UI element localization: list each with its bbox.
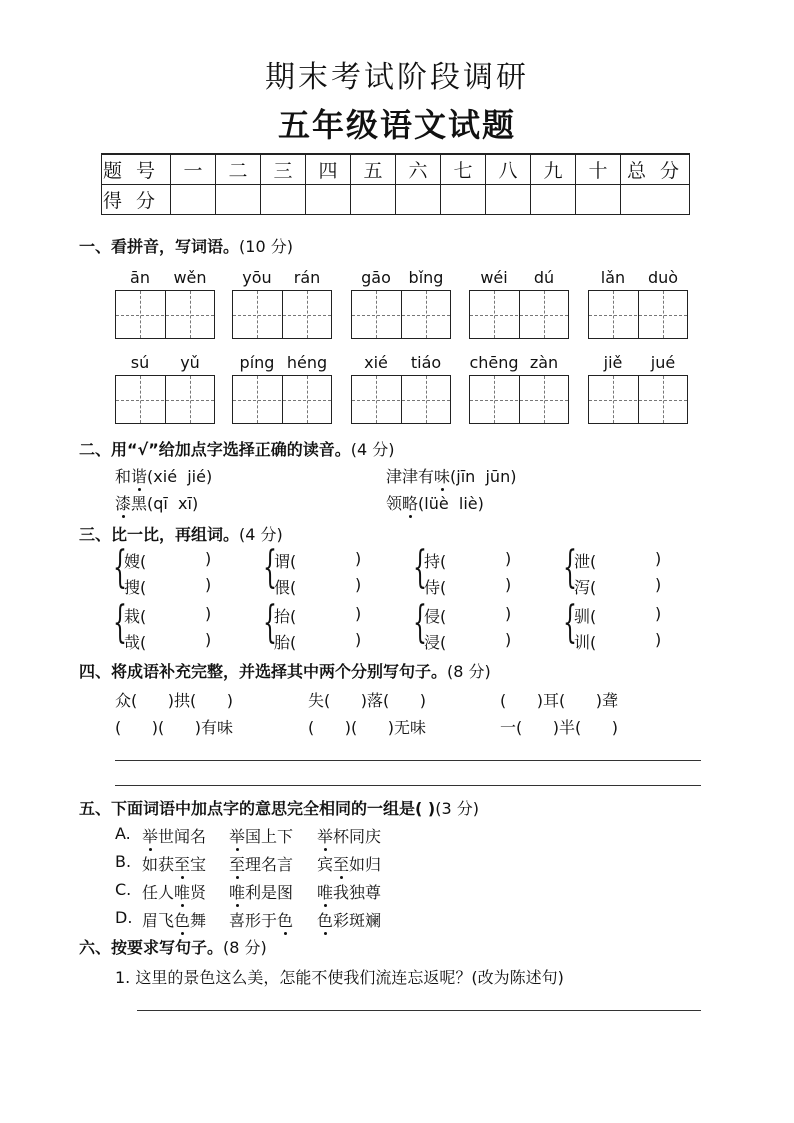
word-pair-char[interactable]: 训( bbox=[574, 633, 597, 652]
word-pair-close: ) bbox=[655, 575, 662, 594]
q6-title: 六、按要求写句子。 bbox=[79, 938, 224, 957]
word-pair-char[interactable]: 侍( bbox=[424, 578, 447, 597]
word-pair-char[interactable]: 胎( bbox=[274, 633, 297, 652]
score-col-total: 总 分 bbox=[621, 154, 690, 185]
idiom-blank[interactable]: 众( )拱( ) bbox=[115, 691, 234, 710]
score-col: 九 bbox=[531, 154, 576, 185]
q6-heading bbox=[79, 935, 267, 958]
q1-points: (10 分) bbox=[239, 237, 293, 256]
word-pair-char[interactable]: 侵( bbox=[424, 607, 447, 626]
q3-title: 三、比一比，再组词。 bbox=[79, 525, 240, 544]
pinyin-label: zàn bbox=[529, 353, 559, 372]
writing-grid[interactable] bbox=[351, 290, 451, 339]
brace-icon: { bbox=[113, 597, 127, 648]
idiom-blank[interactable]: ( )( )无味 bbox=[308, 718, 427, 737]
pinyin-label: xié bbox=[364, 353, 388, 372]
word-pair-close: ) bbox=[355, 604, 362, 623]
writing-grid[interactable] bbox=[588, 375, 688, 424]
q3-heading bbox=[79, 522, 283, 545]
q2-points: (4 分) bbox=[350, 440, 395, 459]
idiom-blank[interactable]: 失( )落( ) bbox=[308, 691, 427, 710]
score-table bbox=[101, 153, 690, 215]
brace-icon: { bbox=[413, 597, 427, 648]
writing-grid[interactable] bbox=[232, 375, 332, 424]
score-header-row bbox=[102, 154, 690, 185]
option-word: 举国上下 bbox=[229, 827, 294, 846]
writing-grid[interactable] bbox=[232, 290, 332, 339]
word-pair-close: ) bbox=[205, 575, 212, 594]
word-pair-char[interactable]: 抬( bbox=[274, 607, 297, 626]
brace-icon: { bbox=[563, 597, 577, 648]
option-word: 喜形于色 bbox=[229, 911, 294, 930]
q5-heading bbox=[79, 796, 479, 819]
pinyin-label: lǎn bbox=[600, 268, 626, 287]
answer-line[interactable] bbox=[115, 785, 701, 786]
q4-title: 四、将成语补充完整，并选择其中两个分别写句子。 bbox=[79, 662, 448, 681]
word-pair-close: ) bbox=[505, 604, 512, 623]
word-pair-close: ) bbox=[655, 604, 662, 623]
score-col: 七 bbox=[441, 154, 486, 185]
q4-heading bbox=[79, 659, 491, 682]
pinyin-label: wěn bbox=[173, 268, 207, 287]
word-pair-close: ) bbox=[355, 549, 362, 568]
q2-title: 二、用“√”给加点字选择正确的读音。 bbox=[79, 440, 351, 459]
pinyin-label: yǔ bbox=[180, 353, 200, 372]
q1-heading bbox=[79, 234, 293, 257]
score-cell[interactable] bbox=[486, 185, 531, 215]
writing-grid[interactable] bbox=[469, 290, 569, 339]
pinyin-label: bǐng bbox=[408, 268, 444, 287]
pinyin-label: sú bbox=[130, 353, 150, 372]
option-label[interactable]: C. bbox=[115, 880, 132, 899]
q5-title: 五、下面词语中加点字的意思完全相同的一组是( ) bbox=[79, 799, 436, 818]
q4-points: (8 分) bbox=[447, 662, 491, 681]
pinyin-label: tiáo bbox=[410, 353, 442, 372]
q2-item[interactable]: 津津有味(jīn jūn) bbox=[386, 467, 517, 486]
q2-item[interactable]: 领略(lüè liè) bbox=[386, 494, 484, 513]
word-pair-close: ) bbox=[505, 630, 512, 649]
word-pair-char[interactable]: 泄( bbox=[574, 552, 597, 571]
score-row1-label: 题号 bbox=[102, 154, 171, 185]
writing-grid[interactable] bbox=[351, 375, 451, 424]
score-cell[interactable] bbox=[621, 185, 690, 215]
option-word: 举世闻名 bbox=[142, 827, 207, 846]
pinyin-label: wéi bbox=[480, 268, 508, 287]
score-cell[interactable] bbox=[531, 185, 576, 215]
word-pair-char[interactable]: 哉( bbox=[124, 633, 147, 652]
option-word: 至理名言 bbox=[229, 855, 294, 874]
score-value-row bbox=[102, 185, 690, 215]
score-cell[interactable] bbox=[396, 185, 441, 215]
option-word: 色彩斑斓 bbox=[317, 911, 382, 930]
score-cell[interactable] bbox=[351, 185, 396, 215]
word-pair-close: ) bbox=[505, 575, 512, 594]
score-cell[interactable] bbox=[576, 185, 621, 215]
brace-icon: { bbox=[113, 542, 127, 593]
score-col: 八 bbox=[486, 154, 531, 185]
word-pair-close: ) bbox=[355, 630, 362, 649]
pinyin-label: ān bbox=[130, 268, 150, 287]
option-word: 唯利是图 bbox=[229, 883, 294, 902]
q6-points: (8 分) bbox=[223, 938, 267, 957]
q1-title: 一、看拼音，写词语。 bbox=[79, 237, 240, 256]
pinyin-label: yōu bbox=[242, 268, 272, 287]
word-pair-char[interactable]: 浸( bbox=[424, 633, 447, 652]
option-label[interactable]: B. bbox=[115, 852, 132, 871]
word-pair-char[interactable]: 偎( bbox=[274, 578, 297, 597]
brace-icon: { bbox=[263, 542, 277, 593]
q2-item[interactable]: 和谐(xié jié) bbox=[115, 467, 213, 486]
option-word: 唯我独尊 bbox=[317, 883, 382, 902]
idiom-blank[interactable]: ( )( )有味 bbox=[115, 718, 234, 737]
q2-item[interactable]: 漆黑(qī xī) bbox=[115, 494, 199, 513]
pinyin-label: héng bbox=[286, 353, 328, 372]
score-cell[interactable] bbox=[441, 185, 486, 215]
score-row2-label: 得分 bbox=[102, 185, 171, 215]
score-col: 六 bbox=[396, 154, 441, 185]
pinyin-label: rán bbox=[293, 268, 321, 287]
pinyin-label: dú bbox=[533, 268, 555, 287]
pinyin-label: jué bbox=[650, 353, 676, 372]
word-pair-close: ) bbox=[355, 575, 362, 594]
option-label[interactable]: D. bbox=[115, 908, 133, 927]
score-col: 三 bbox=[261, 154, 306, 185]
pinyin-label: chēng bbox=[469, 353, 519, 372]
q2-heading bbox=[79, 437, 394, 460]
word-pair-close: ) bbox=[655, 630, 662, 649]
answer-line[interactable] bbox=[137, 1010, 701, 1011]
word-pair-close: ) bbox=[205, 630, 212, 649]
pinyin-label: píng bbox=[239, 353, 275, 372]
idiom-blank[interactable]: 一( )半( ) bbox=[500, 718, 619, 737]
word-pair-char[interactable]: 谓( bbox=[274, 552, 297, 571]
word-pair-close: ) bbox=[655, 549, 662, 568]
option-label[interactable]: A. bbox=[115, 824, 131, 843]
q5-points: (3 分) bbox=[435, 799, 479, 818]
word-pair-char[interactable]: 嫂( bbox=[124, 552, 147, 571]
score-col: 四 bbox=[306, 154, 351, 185]
writing-grid[interactable] bbox=[115, 290, 215, 339]
option-word: 如获至宝 bbox=[142, 855, 207, 874]
exam-title: 期末考试阶段调研 bbox=[265, 60, 529, 95]
writing-grid[interactable] bbox=[115, 375, 215, 424]
idiom-blank[interactable]: ( )耳( )聋 bbox=[500, 691, 619, 710]
q3-points: (4 分) bbox=[239, 525, 283, 544]
score-cell[interactable] bbox=[171, 185, 216, 215]
score-col: 二 bbox=[216, 154, 261, 185]
writing-grid[interactable] bbox=[588, 290, 688, 339]
option-word: 宾至如归 bbox=[317, 855, 382, 874]
q6-item-1: 1. 这里的景色这么美，怎能不使我们流连忘返呢？(改为陈述句) bbox=[115, 968, 564, 987]
score-col: 一 bbox=[171, 154, 216, 185]
exam-subtitle: 五年级语文试题 bbox=[277, 106, 516, 144]
word-pair-close: ) bbox=[205, 604, 212, 623]
score-cell[interactable] bbox=[216, 185, 261, 215]
brace-icon: { bbox=[263, 597, 277, 648]
pinyin-label: gāo bbox=[361, 268, 391, 287]
word-pair-char[interactable]: 泻( bbox=[574, 578, 597, 597]
word-pair-char[interactable]: 持( bbox=[424, 552, 447, 571]
score-col: 五 bbox=[351, 154, 396, 185]
answer-line[interactable] bbox=[115, 760, 701, 761]
score-cell[interactable] bbox=[261, 185, 306, 215]
pinyin-label: duò bbox=[647, 268, 679, 287]
word-pair-close: ) bbox=[205, 549, 212, 568]
option-word: 举杯同庆 bbox=[317, 827, 382, 846]
pinyin-label: jiě bbox=[603, 353, 623, 372]
option-word: 眉飞色舞 bbox=[142, 911, 207, 930]
option-word: 任人唯贤 bbox=[142, 883, 207, 902]
word-pair-char[interactable]: 栽( bbox=[124, 607, 147, 626]
word-pair-close: ) bbox=[505, 549, 512, 568]
writing-grid[interactable] bbox=[469, 375, 569, 424]
score-cell[interactable] bbox=[306, 185, 351, 215]
word-pair-char[interactable]: 驯( bbox=[574, 607, 597, 626]
brace-icon: { bbox=[563, 542, 577, 593]
brace-icon: { bbox=[413, 542, 427, 593]
score-col: 十 bbox=[576, 154, 621, 185]
word-pair-char[interactable]: 搜( bbox=[124, 578, 147, 597]
